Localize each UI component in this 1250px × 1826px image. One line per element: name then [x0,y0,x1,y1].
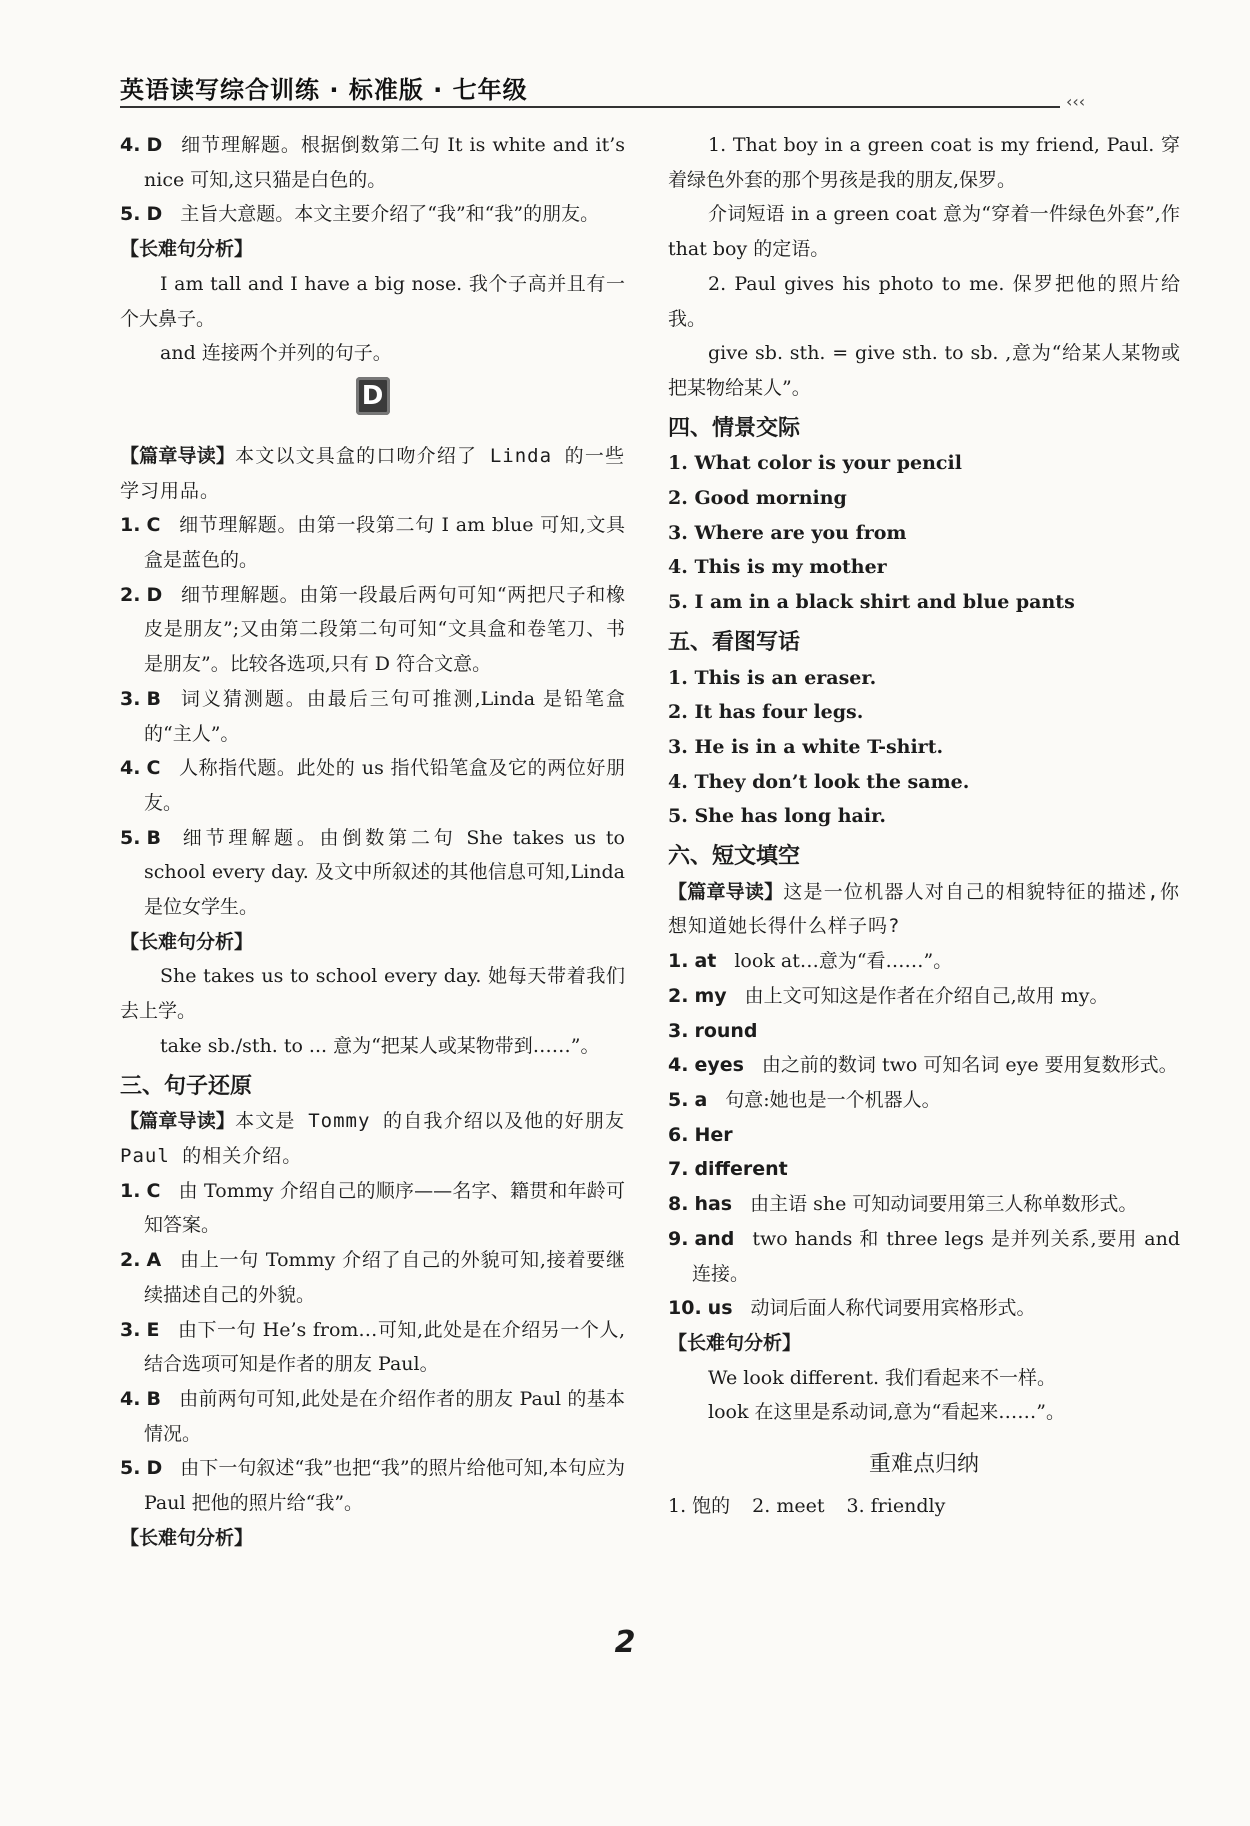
section-title: 六、短文填空 [668,844,801,870]
analysis-note: and 连接两个并列的句子。 [160,342,392,365]
analysis-sentence: She takes us to school every day. 她每天带着我们去上学。 [120,965,625,1023]
answer-line: 3. Where are you from [668,521,907,544]
answer-item: 1. C 细节理解题。由第一段第二句 I am blue 可知,文具盒是蓝色的。 [120,514,625,572]
answer-line: 4. They don’t look the same. [668,770,970,793]
answer-line: 3. He is in a white T-shirt. [668,735,944,758]
analysis-label: 【长难句分析】 [120,238,254,261]
answer-item: 3. B 词义猜测题。由最后三句可推测,Linda 是铅笔盒的“主人”。 [120,687,625,745]
answer-line: 5. I am in a black shirt and blue pants [668,591,1075,614]
section-title: 四、情景交际 [668,415,801,441]
analysis-label: 【长难句分析】 [120,930,254,953]
answer-line: 1. What color is your pencil [668,452,962,475]
header-arrows-icon: ‹‹‹ [1066,92,1086,111]
answer-item: 10. us 动词后面人称代词要用宾格形式。 [668,1297,1036,1320]
analysis-sentence: 1. That boy in a green coat is my friend, Paul. 穿着绿色外套的那个男孩是我的朋友,保罗。 [668,134,1180,191]
answer-line: 1. This is an eraser. [668,666,877,689]
answer-item: 3. round [668,1019,758,1042]
answer-line: 2. It has four legs. [668,701,864,724]
answer-item: 8. has 由主语 she 可知动词要用第三人称单数形式。 [668,1193,1138,1216]
analysis-note: give sb. sth. = give sth. to sb. ,意为“给某人某物或把某物给某人”。 [668,342,1180,399]
book-title: 英语读写综合训练 · 标准版 · 七年级 [120,76,528,104]
answer-item: 5. B 细节理解题。由倒数第二句 She takes us to school every day. 及文中所叙述的其他信息可知,Linda 是位女学生。 [120,826,625,919]
answer-item: 3. E 由下一句 He’s from…可知,此处是在介绍另一个人,结合选项可知是作者的朋友 Paul。 [120,1318,625,1376]
right-column [668,128,1180,1523]
answer-item: 1. at look at…意为“看……”。 [668,950,953,973]
answer-item: 2. D 细节理解题。由第一段最后两句可知“两把尺子和橡皮是朋友”;又由第二段第二句可知“文具盒和卷笔刀、书是朋友”。比较各选项,只有 D 符合文意。 [120,583,625,676]
analysis-sentence: 2. Paul gives his photo to me. 保罗把他的照片给我。 [668,272,1180,330]
answer-item: 5. D 主旨大意题。本文主要介绍了“我”和“我”的朋友。 [120,203,600,226]
answer-item: 4. C 人称指代题。此处的 us 指代铅笔盒及它的两位好朋友。 [120,757,625,814]
summary-title: 重难点归纳 [868,1452,979,1478]
answer-item: 5. D 由下一句叙述“我”也把“我”的照片给他可知,本句应为 Paul 把他的照片给“我”。 [120,1457,625,1515]
answer-line: 2. Good morning [668,487,847,510]
header-rule [120,106,1060,108]
analysis-note: look 在这里是系动词,意为“看起来……”。 [708,1401,1065,1424]
answer-line: 4. This is my mother [668,556,887,579]
analysis-note: 介词短语 in a green coat 意为“穿着一件绿色外套”,作 that boy 的定语。 [668,203,1180,261]
answer-item: 2. my 由上文可知这是作者在介绍自己,故用 my。 [668,984,1109,1007]
answer-item: 1. C 由 Tommy 介绍自己的顺序——名字、籍贯和年龄可知答案。 [120,1179,625,1237]
page-header [120,68,1180,111]
passage-letter-badge: D [356,377,390,415]
passage-guide: 【篇章导读】本文是 Tommy 的自我介绍以及他的好朋友 Paul 的相关介绍。 [120,1110,625,1167]
answer-item: 2. A 由上一句 Tommy 介绍了自己的外貌可知,接着要继续描述自己的外貌。 [120,1249,625,1306]
passage-d-marker [120,371,625,439]
analysis-label: 【长难句分析】 [120,1526,254,1549]
analysis-label: 【长难句分析】 [668,1331,802,1354]
answer-item: 9. and two hands 和 three legs 是并列关系,要用 and 连接。 [668,1227,1180,1285]
answer-line: 5. She has long hair. [668,805,886,828]
answer-item: 4. eyes 由之前的数词 two 可知名词 eye 要用复数形式。 [668,1054,1178,1077]
answer-item: 6. Her [668,1123,733,1146]
analysis-sentence: We look different. 我们看起来不一样。 [708,1366,1057,1389]
answer-item: 7. different [668,1158,788,1181]
page-number: 2 [614,1625,636,1660]
summary-answers: 1. 饱的 2. meet 3. friendly [668,1494,946,1517]
section-title: 五、看图写话 [668,629,801,655]
passage-guide: 【篇章导读】这是一位机器人对自己的相貌特征的描述,你想知道她长得什么样子吗? [668,880,1180,938]
left-column [120,128,625,1555]
analysis-sentence: I am tall and I have a big nose. 我个子高并且有一个大鼻子。 [120,272,625,330]
analysis-note: take sb./sth. to ... 意为“把某人或某物带到……”。 [160,1034,600,1057]
answer-item: 4. B 由前两句可知,此处是在介绍作者的朋友 Paul 的基本情况。 [120,1387,625,1445]
answer-item: 4. D 细节理解题。根据倒数第二句 It is white and it’s nice 可知,这只猫是白色的。 [120,134,625,191]
passage-guide: 【篇章导读】本文以文具盒的口吻介绍了 Linda 的一些学习用品。 [120,444,625,502]
answer-item: 5. a 句意:她也是一个机器人。 [668,1088,941,1111]
section-title: 三、句子还原 [120,1073,253,1099]
